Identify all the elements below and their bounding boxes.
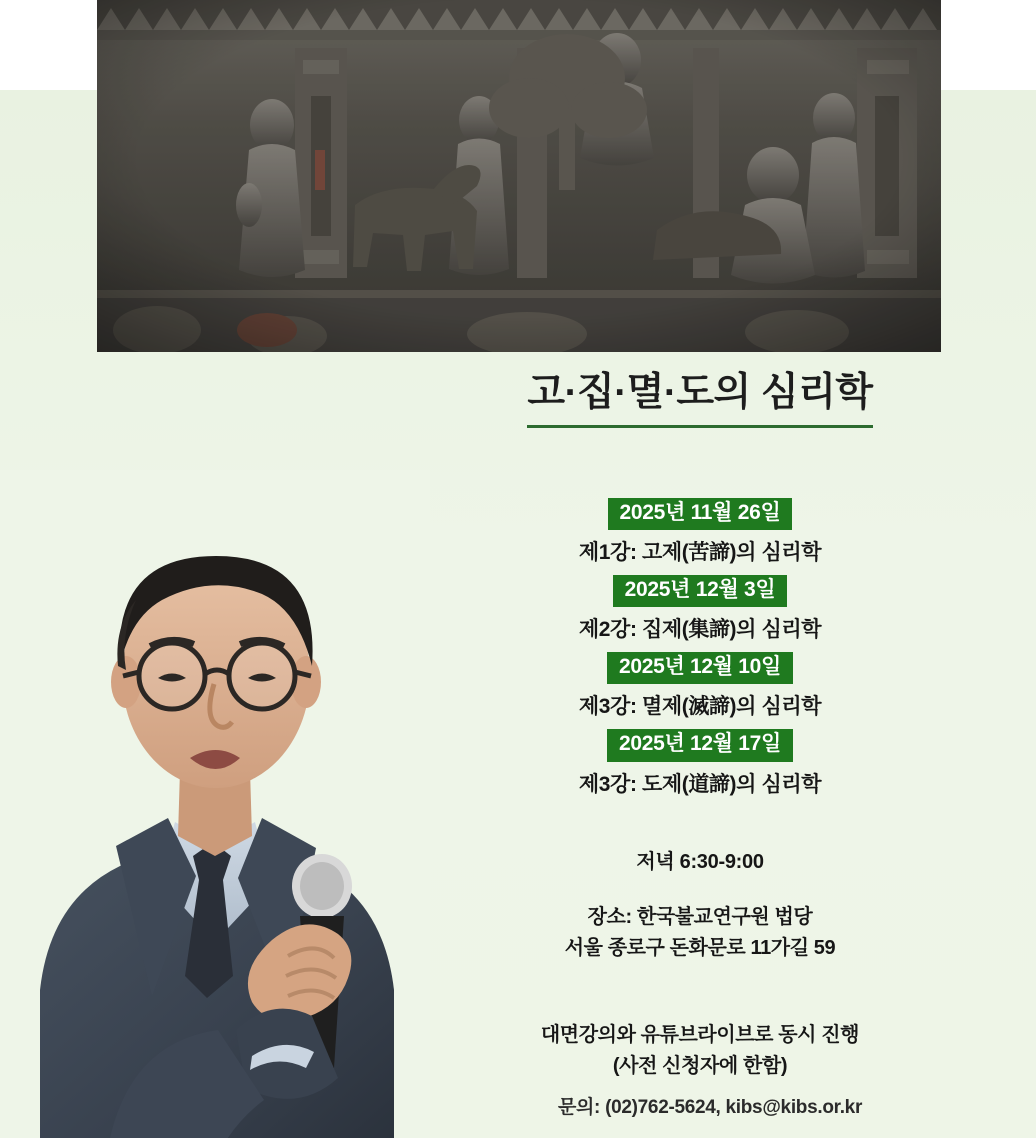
venue-block bbox=[430, 902, 970, 964]
venue-line-1: 장소: 한국불교연구원 법당 bbox=[587, 906, 813, 928]
page-title: 고·집·멸·도의 심리학 bbox=[527, 370, 872, 428]
lecture-label: 제1강: 고제(苦諦)의 심리학 bbox=[578, 541, 822, 565]
speaker-photo bbox=[0, 470, 430, 1138]
lecture-label: 제3강: 멸제(滅諦)의 심리학 bbox=[578, 695, 822, 719]
schedule-entry bbox=[430, 498, 970, 566]
lecture-label: 제2강: 집제(集諦)의 심리학 bbox=[578, 618, 822, 642]
contact-info: 문의: (02)762-5624, kibs@kibs.or.kr bbox=[557, 1097, 863, 1118]
schedule-list bbox=[430, 498, 970, 807]
schedule-entry bbox=[430, 575, 970, 643]
lecture-label: 제3강: 도제(道諦)의 심리학 bbox=[578, 772, 822, 796]
title-container bbox=[420, 370, 980, 428]
date-badge: 2025년 12월 10일 bbox=[607, 652, 793, 684]
date-badge: 2025년 12월 17일 bbox=[607, 729, 793, 761]
time-label: 저녁 6:30-9:00 bbox=[636, 851, 764, 873]
speaker-portrait-icon bbox=[0, 470, 430, 1138]
stone-relief-carving-icon bbox=[97, 0, 941, 352]
notice-line-2: (사전 신청자에 한함) bbox=[612, 1055, 788, 1077]
date-badge: 2025년 12월 3일 bbox=[613, 575, 788, 607]
notice-block bbox=[430, 1020, 970, 1082]
schedule-entry bbox=[430, 652, 970, 720]
date-badge: 2025년 11월 26일 bbox=[608, 498, 793, 530]
relief-image bbox=[97, 0, 941, 352]
venue-line-2: 서울 종로구 돈화문로 11가길 59 bbox=[564, 937, 836, 959]
notice-line-1: 대면강의와 유튜브라이브로 동시 진행 bbox=[540, 1024, 860, 1046]
schedule-entry bbox=[430, 729, 970, 797]
